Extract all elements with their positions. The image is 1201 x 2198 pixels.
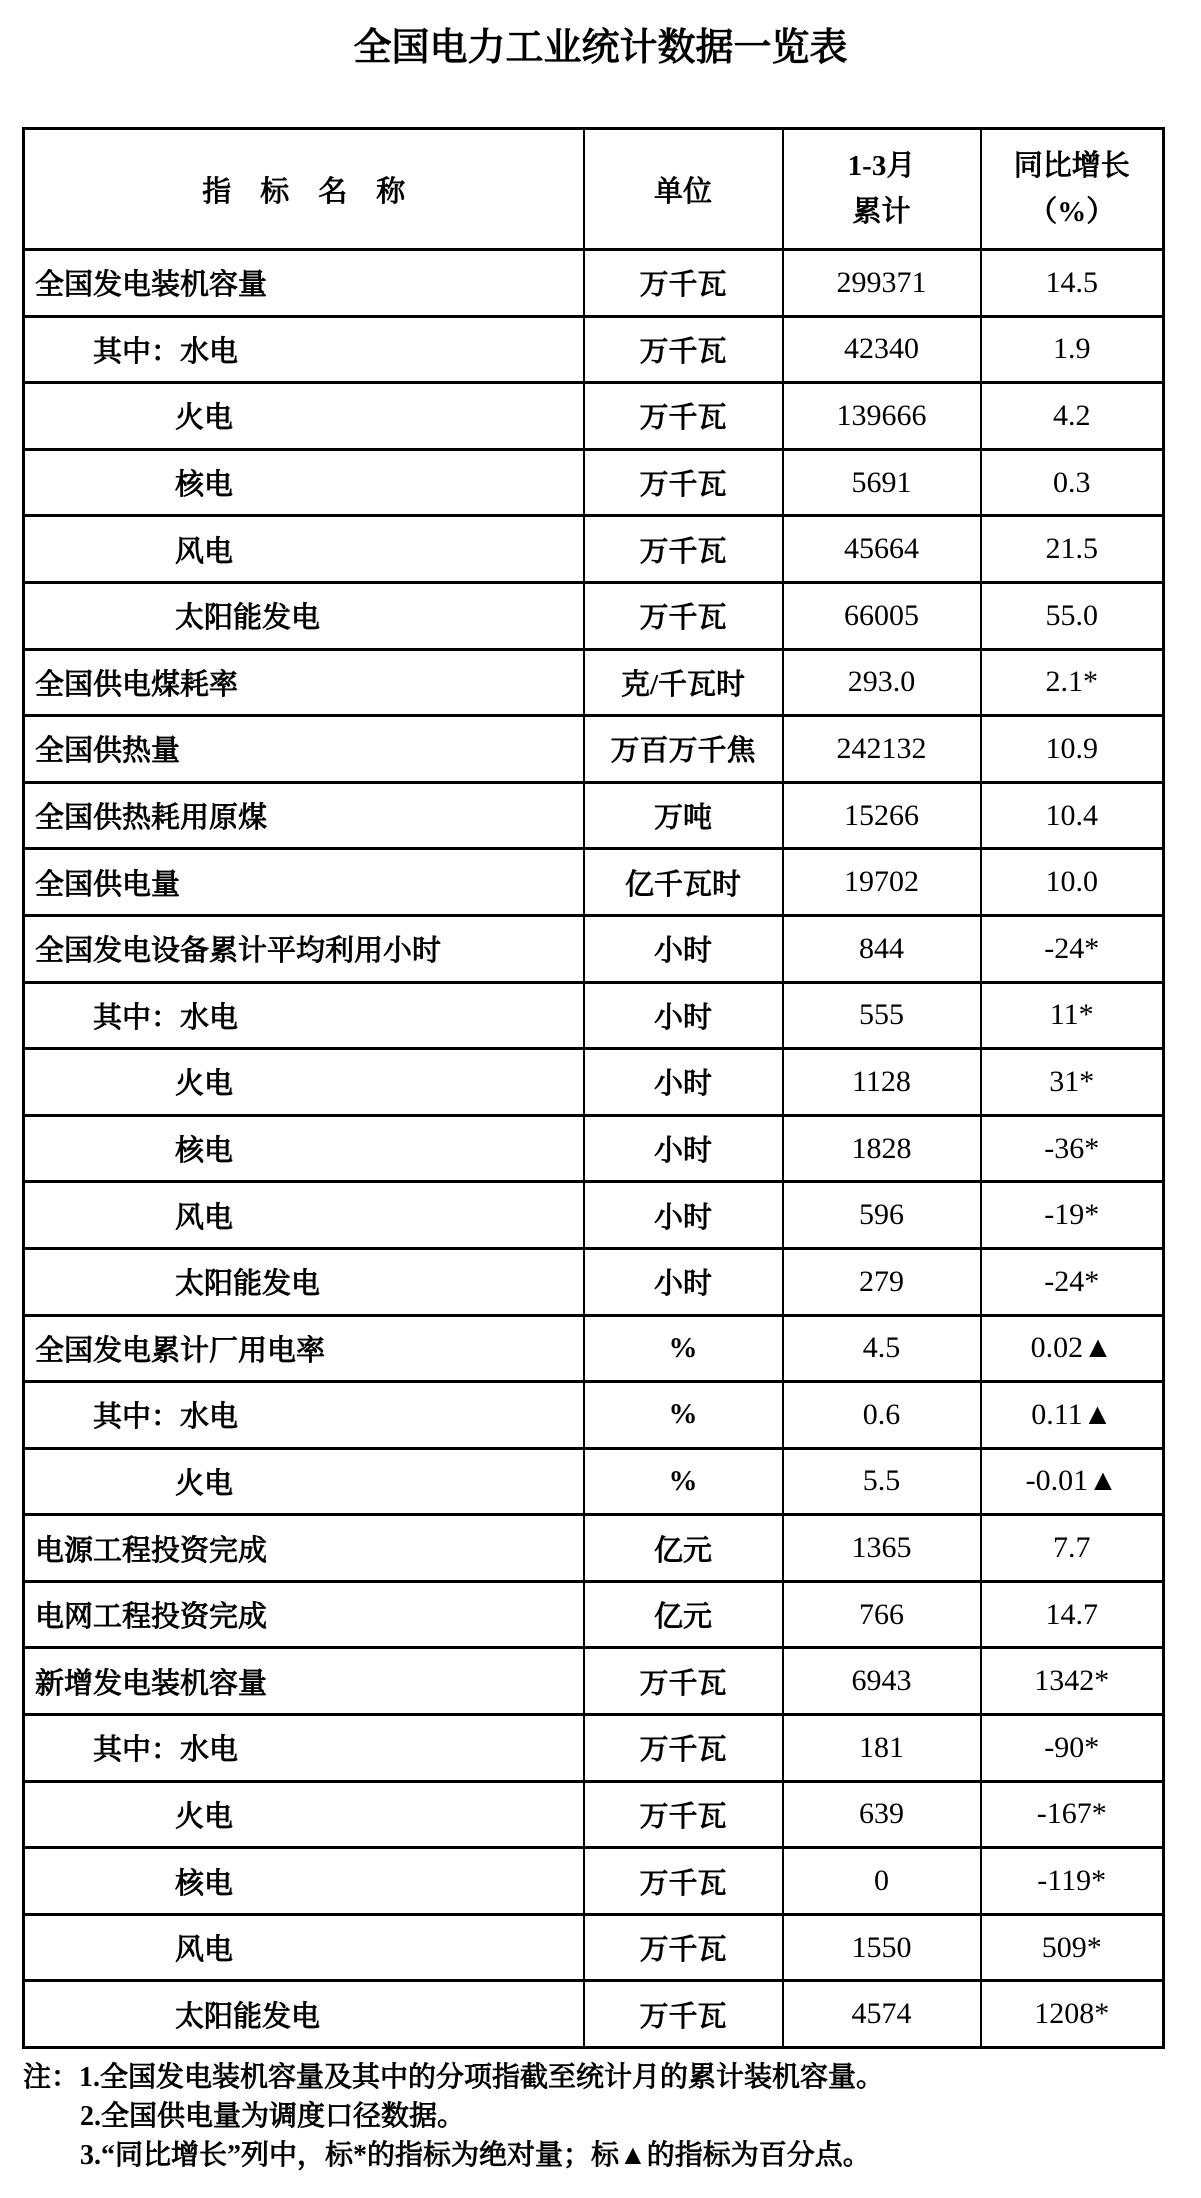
indicator-cell: 其中：水电 [24,982,584,1049]
value-cell: 1365 [783,1515,981,1582]
indicator-cell: 风电 [24,516,584,583]
unit-cell: 克/千瓦时 [584,649,783,716]
unit-cell: 万百万千焦 [584,716,783,783]
value-cell: 42340 [783,316,981,383]
value-cell: 279 [783,1248,981,1315]
table-row [24,982,1164,1049]
value-cell: 5.5 [783,1448,981,1515]
unit-cell: 万千瓦 [584,449,783,516]
value-cell: 0.6 [783,1382,981,1449]
unit-cell: % [584,1382,783,1449]
growth-cell: -167* [981,1781,1164,1848]
indicator-cell: 电源工程投资完成 [24,1515,584,1582]
unit-cell: 小时 [584,1115,783,1182]
growth-cell: 10.4 [981,782,1164,849]
growth-cell: 14.5 [981,250,1164,317]
table-row [24,915,1164,982]
unit-cell: 亿元 [584,1581,783,1648]
value-cell: 5691 [783,449,981,516]
indicator-cell: 其中：水电 [24,316,584,383]
growth-cell: -0.01▲ [981,1448,1164,1515]
table-row [24,1715,1164,1782]
value-cell: 555 [783,982,981,1049]
header-indicator: 指 标 名 称 [24,129,584,250]
value-cell: 19702 [783,849,981,916]
footnotes [23,2058,1183,2175]
header-period [783,129,981,250]
growth-cell: -90* [981,1715,1164,1782]
unit-cell: % [584,1315,783,1382]
indicator-cell: 太阳能发电 [24,1981,584,2048]
unit-cell: 小时 [584,982,783,1049]
unit-cell: 小时 [584,1049,783,1116]
table-row [24,782,1164,849]
unit-cell: 小时 [584,915,783,982]
table-row [24,1515,1164,1582]
growth-cell: 0.3 [981,449,1164,516]
unit-cell: 万千瓦 [584,1648,783,1715]
header-growth-line2: （%） [1028,196,1116,228]
indicator-cell: 火电 [24,1781,584,1848]
table-row [24,1382,1164,1449]
indicator-cell: 新增发电装机容量 [24,1648,584,1715]
table-row [24,1448,1164,1515]
unit-cell: 亿元 [584,1515,783,1582]
table-row [24,1049,1164,1116]
header-unit: 单位 [584,129,783,250]
value-cell: 1550 [783,1914,981,1981]
header-growth-line1: 同比增长 [1013,150,1130,182]
indicator-cell: 太阳能发电 [24,1248,584,1315]
indicator-cell: 核电 [24,449,584,516]
indicator-cell: 太阳能发电 [24,582,584,649]
growth-cell: 1342* [981,1648,1164,1715]
indicator-cell: 全国供热量 [24,716,584,783]
unit-cell: 万千瓦 [584,1781,783,1848]
indicator-cell: 风电 [24,1182,584,1249]
value-cell: 4.5 [783,1315,981,1382]
indicator-cell: 火电 [24,383,584,450]
value-cell: 4574 [783,1981,981,2048]
table-row [24,582,1164,649]
unit-cell: 万千瓦 [584,516,783,583]
value-cell: 299371 [783,250,981,317]
growth-cell: 55.0 [981,582,1164,649]
unit-cell: 万千瓦 [584,1848,783,1915]
unit-cell: 万千瓦 [584,1715,783,1782]
table-row [24,383,1164,450]
value-cell: 0 [783,1848,981,1915]
statistics-table [22,127,1165,2049]
growth-cell: -36* [981,1115,1164,1182]
header-period-line1: 1-3月 [847,150,916,182]
unit-cell: 万千瓦 [584,316,783,383]
indicator-cell: 风电 [24,1914,584,1981]
growth-cell: 509* [981,1914,1164,1981]
growth-cell: 14.7 [981,1581,1164,1648]
value-cell: 766 [783,1581,981,1648]
growth-cell: -24* [981,1248,1164,1315]
indicator-cell: 核电 [24,1115,584,1182]
unit-cell: 亿千瓦时 [584,849,783,916]
value-cell: 293.0 [783,649,981,716]
growth-cell: 1.9 [981,316,1164,383]
growth-cell: 31* [981,1049,1164,1116]
value-cell: 66005 [783,582,981,649]
table-row [24,849,1164,916]
indicator-cell: 其中：水电 [24,1715,584,1782]
indicator-cell: 全国供电煤耗率 [24,649,584,716]
growth-cell: 21.5 [981,516,1164,583]
indicator-cell: 其中：水电 [24,1382,584,1449]
unit-cell: 万千瓦 [584,383,783,450]
note-line-2: 2.全国供电量为调度口径数据。 [80,2101,466,2132]
table-row [24,1182,1164,1249]
value-cell: 45664 [783,516,981,583]
indicator-cell: 火电 [24,1049,584,1116]
note-line-3: 3.“同比增长”列中，标*的指标为绝对量；标▲的指标为百分点。 [80,2140,871,2171]
indicator-cell: 火电 [24,1448,584,1515]
value-cell: 6943 [783,1648,981,1715]
table-row [24,1581,1164,1648]
table-row [24,516,1164,583]
table-row [24,1115,1164,1182]
table-row [24,449,1164,516]
value-cell: 181 [783,1715,981,1782]
table-row [24,716,1164,783]
value-cell: 139666 [783,383,981,450]
table-row [24,316,1164,383]
growth-cell: 10.0 [981,849,1164,916]
header-period-line2: 累计 [852,196,911,228]
growth-cell: 7.7 [981,1515,1164,1582]
growth-cell: -24* [981,915,1164,982]
value-cell: 844 [783,915,981,982]
indicator-cell: 核电 [24,1848,584,1915]
value-cell: 1128 [783,1049,981,1116]
value-cell: 242132 [783,716,981,783]
unit-cell: 万千瓦 [584,582,783,649]
unit-cell: 万千瓦 [584,250,783,317]
table-row [24,1848,1164,1915]
table-row [24,1648,1164,1715]
growth-cell: 0.02▲ [981,1315,1164,1382]
growth-cell: -19* [981,1182,1164,1249]
indicator-cell: 电网工程投资完成 [24,1581,584,1648]
value-cell: 1828 [783,1115,981,1182]
value-cell: 639 [783,1781,981,1848]
unit-cell: 万千瓦 [584,1914,783,1981]
indicator-cell: 全国发电累计厂用电率 [24,1315,584,1382]
growth-cell: 1208* [981,1981,1164,2048]
unit-cell: 万吨 [584,782,783,849]
table-row [24,250,1164,317]
growth-cell: 11* [981,982,1164,1049]
value-cell: 596 [783,1182,981,1249]
indicator-cell: 全国供电量 [24,849,584,916]
growth-cell: 0.11▲ [981,1382,1164,1449]
indicator-cell: 全国供热耗用原煤 [24,782,584,849]
table-row [24,1781,1164,1848]
table-row [24,1248,1164,1315]
indicator-cell: 全国发电装机容量 [24,250,584,317]
page-title: 全国电力工业统计数据一览表 [353,27,848,69]
header-growth [981,129,1164,250]
unit-cell: 万千瓦 [584,1981,783,2048]
note-line-1: 注：1.全国发电装机容量及其中的分项指截至统计月的累计装机容量。 [23,2062,885,2093]
table-row [24,1981,1164,2048]
table-row [24,649,1164,716]
value-cell: 15266 [783,782,981,849]
unit-cell: % [584,1448,783,1515]
growth-cell: -119* [981,1848,1164,1915]
unit-cell: 小时 [584,1248,783,1315]
header-row [24,129,1164,250]
growth-cell: 2.1* [981,649,1164,716]
indicator-cell: 全国发电设备累计平均利用小时 [24,915,584,982]
unit-cell: 小时 [584,1182,783,1249]
growth-cell: 4.2 [981,383,1164,450]
table-row [24,1914,1164,1981]
table-row [24,1315,1164,1382]
growth-cell: 10.9 [981,716,1164,783]
